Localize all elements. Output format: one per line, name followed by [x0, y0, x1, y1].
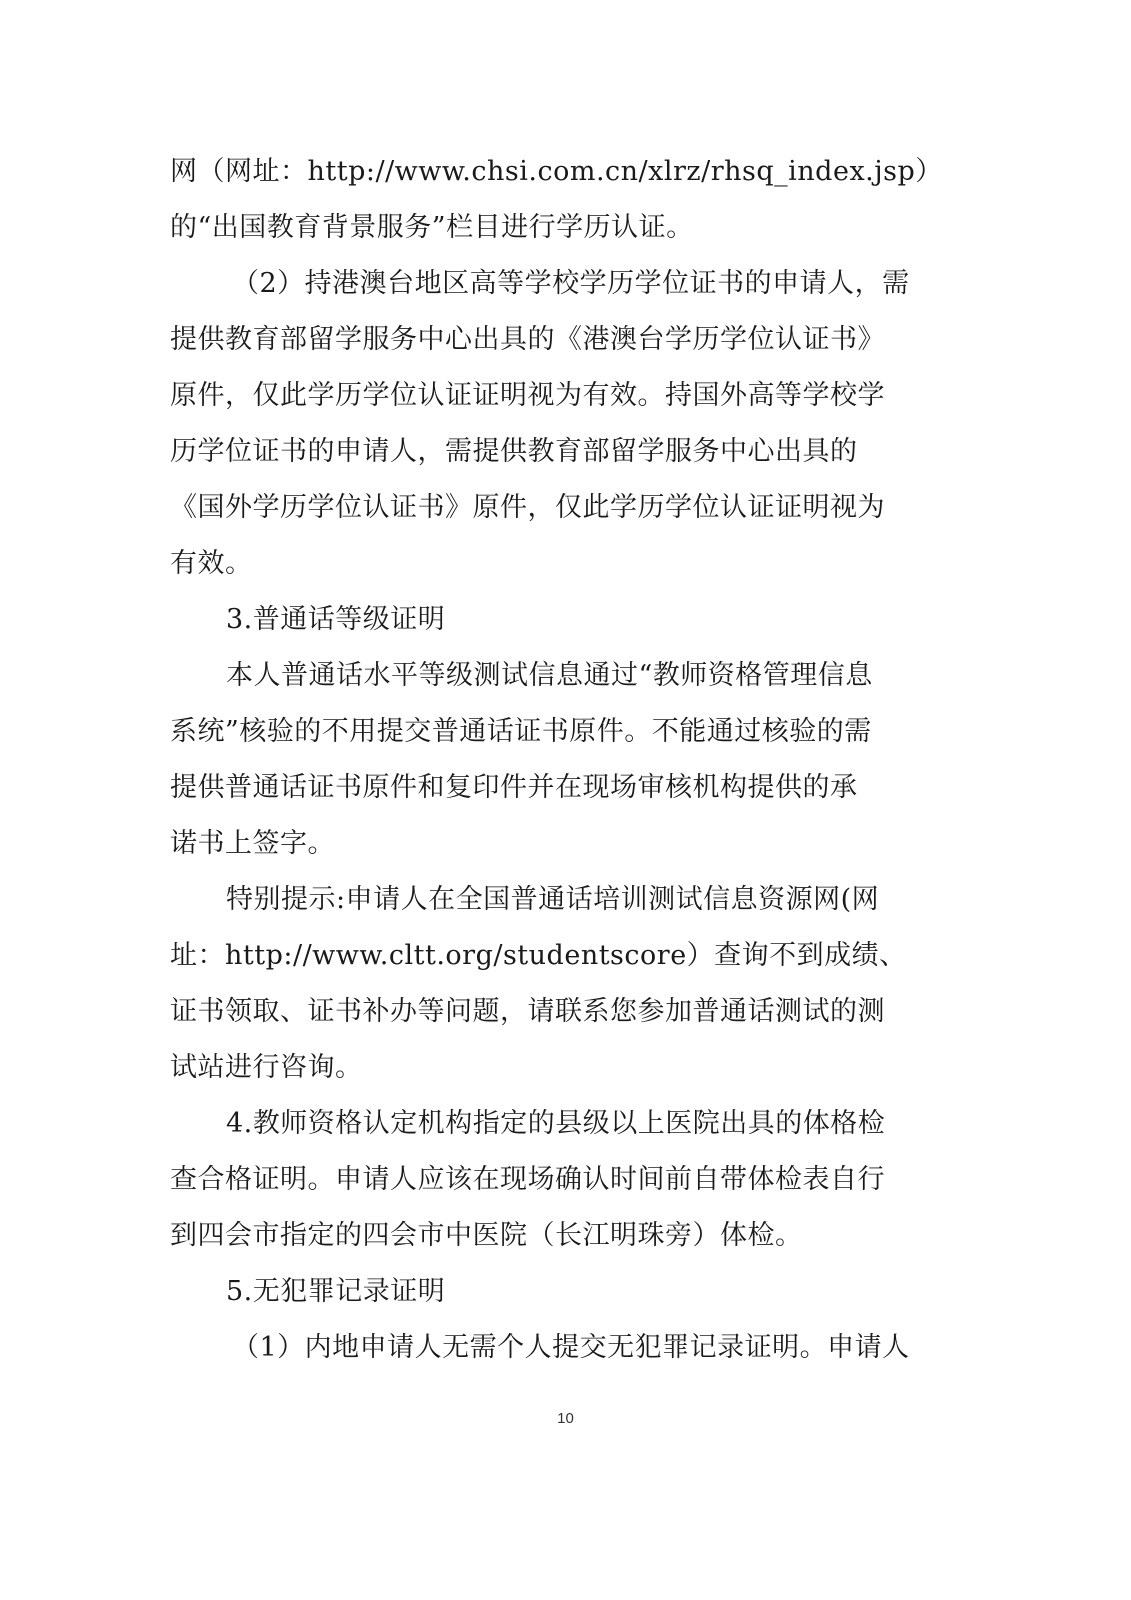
text-line: 查合格证明。申请人应该在现场确认时间前自带体检表自行 — [170, 1164, 885, 1195]
text-line: 试站进行咨询。 — [170, 1052, 363, 1083]
text-line: （1）内地申请人无需个人提交无犯罪记录证明。申请人 — [232, 1332, 910, 1363]
text-line: 到四会市指定的四会市中医院（长江明珠旁）体检。 — [170, 1220, 803, 1251]
text-line: （2）持港澳台地区高等学校学历学位证书的申请人，需 — [232, 268, 910, 299]
body-text — [170, 144, 960, 1376]
section-heading: 3.普通话等级证明 — [226, 604, 446, 635]
text-line: 网（网址：http://www.chsi.com.cn/xlrz/rhsq_index.jsp） — [170, 156, 943, 187]
text-line: 证书领取、证书补办等问题，请联系您参加普通话测试的测 — [170, 996, 885, 1027]
text-line: 提供教育部留学服务中心出具的《港澳台学历学位认证书》 — [170, 324, 885, 355]
section-heading: 4.教师资格认定机构指定的县级以上医院出具的体格检 — [226, 1108, 886, 1139]
section-heading: 5.无犯罪记录证明 — [226, 1276, 446, 1307]
text-line: 本人普通话水平等级测试信息通过“教师资格管理信息 — [226, 660, 873, 691]
text-line: 原件，仅此学历学位认证证明视为有效。持国外高等学校学 — [170, 380, 885, 411]
text-line: 诺书上签字。 — [170, 828, 335, 859]
text-line: 址：http://www.cltt.org/studentscore）查询不到成绩、 — [170, 940, 907, 971]
text-line: 《国外学历学位认证书》原件，仅此学历学位认证证明视为 — [170, 492, 885, 523]
text-line: 有效。 — [170, 548, 253, 579]
page-number: 10 — [557, 1410, 574, 1427]
text-line: 的“出国教育背景服务”栏目进行学历认证。 — [170, 212, 694, 243]
text-line: 特别提示:申请人在全国普通话培训测试信息资源网(网 — [226, 884, 880, 915]
text-line: 提供普通话证书原件和复印件并在现场审核机构提供的承 — [170, 772, 858, 803]
text-line: 系统”核验的不用提交普通话证书原件。不能通过核验的需 — [170, 716, 872, 747]
text-line: 历学位证书的申请人，需提供教育部留学服务中心出具的 — [170, 436, 858, 467]
